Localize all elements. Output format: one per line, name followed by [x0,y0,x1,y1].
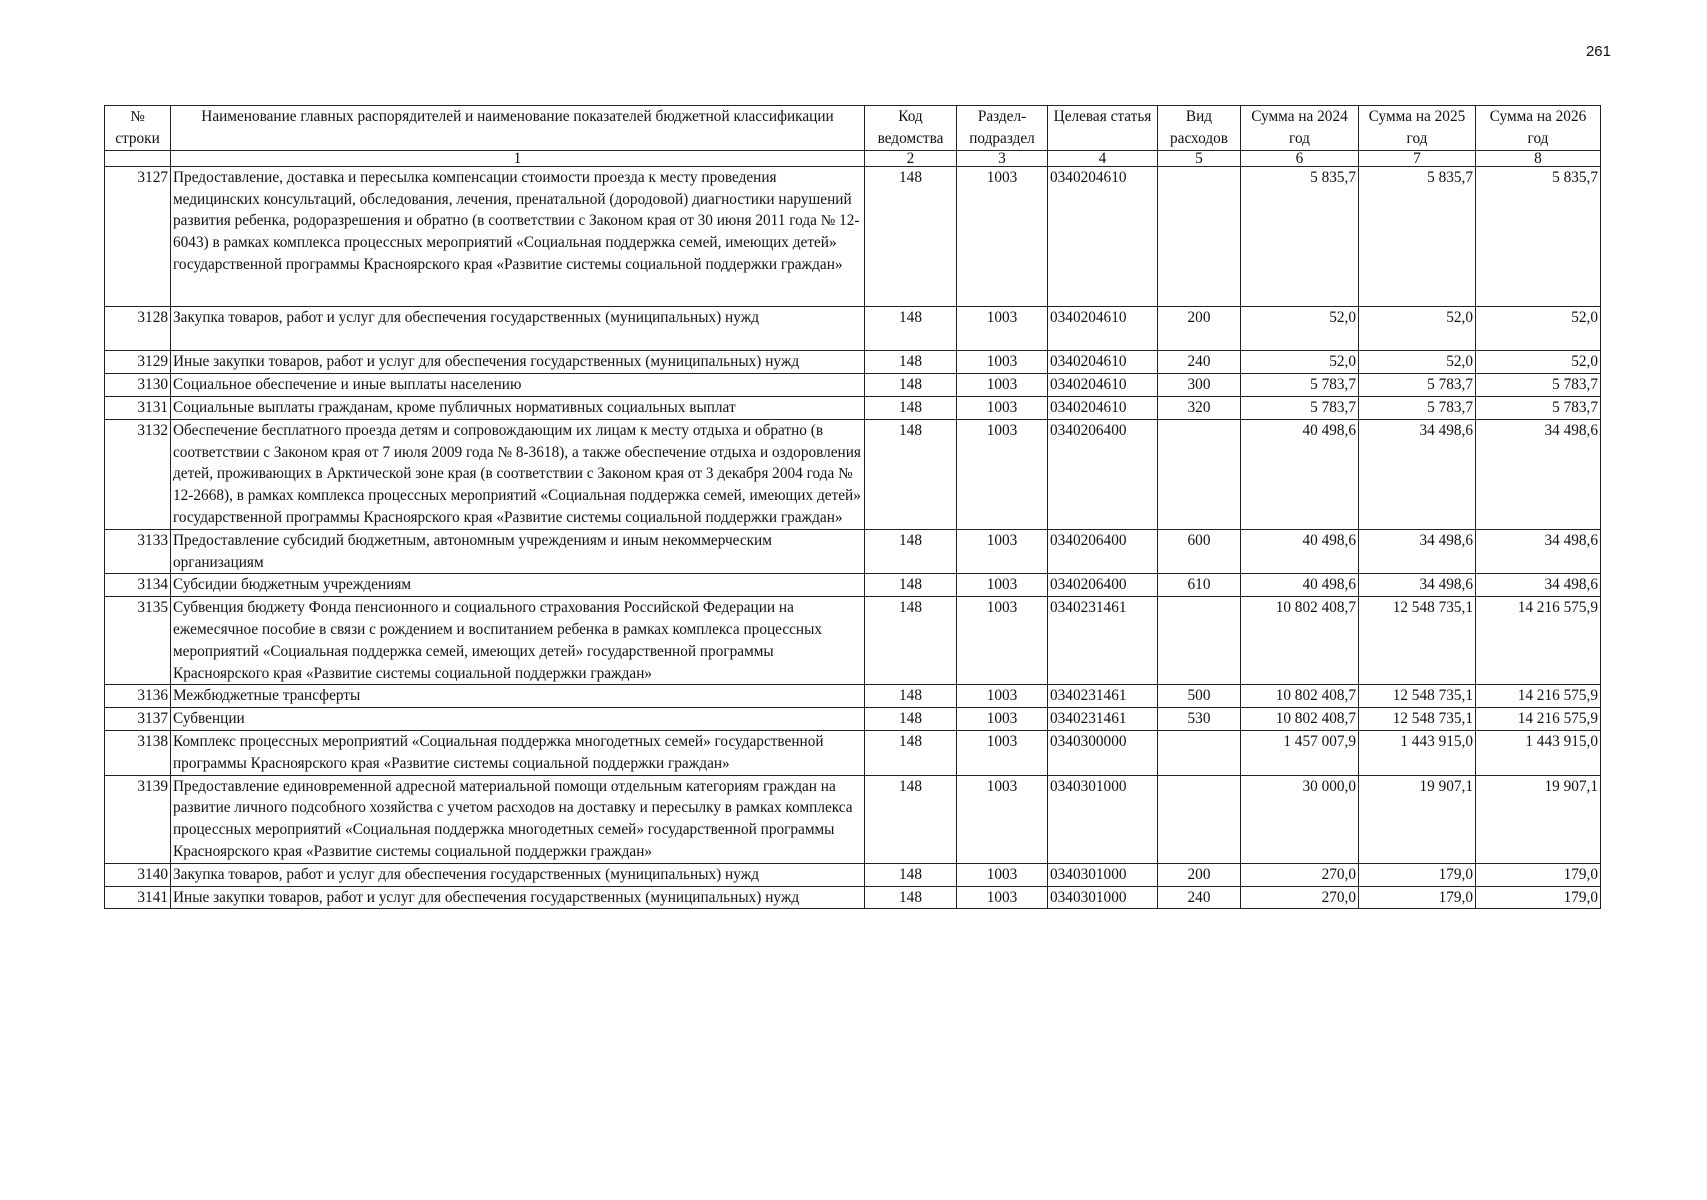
row-name: Социальное обеспечение и иные выплаты населению [171,374,865,397]
header-razdel: Раздел-подраздел [957,106,1048,151]
row-name: Закупка товаров, работ и услуг для обеспечения государственных (муниципальных) нужд [171,306,865,351]
row-sum-2025: 179,0 [1359,863,1476,886]
row-vedom-code: 148 [865,863,957,886]
row-number: 3139 [105,775,171,863]
row-sum-2024: 10 802 408,7 [1241,597,1359,685]
row-number: 3130 [105,374,171,397]
row-expense-type [1158,775,1241,863]
row-section-code: 1003 [957,351,1048,374]
row-sum-2024: 5 783,7 [1241,397,1359,420]
row-target-article: 0340231461 [1048,597,1158,685]
row-expense-type [1158,731,1241,776]
row-sum-2024: 10 802 408,7 [1241,685,1359,708]
row-name: Предоставление субсидий бюджетным, автономным учреждениям и иным некоммерческим организациям [171,529,865,574]
row-sum-2026: 34 498,6 [1476,419,1601,529]
row-sum-2025: 12 548 735,1 [1359,708,1476,731]
table-row [105,863,1601,886]
row-target-article: 0340231461 [1048,708,1158,731]
table-row [105,685,1601,708]
row-name: Обеспечение бесплатного проезда детям и сопровождающим их лицам к месту отдыха и обратно (в соответствии с Законом края от 7 июля 2009 года № 8-3618), а также обеспечение отдыха и оздоровления детей, проживающих в Арктической зоне края (в соответствии с Законом края от 3 декабря 2004 года № 12-2668), в рамках комплекса процессных мероприятий «Социальная поддержка семей, имеющих детей» государственной программы Красноярского края «Развитие системы социальной поддержки граждан» [171,419,865,529]
row-expense-type: 320 [1158,397,1241,420]
row-name: Иные закупки товаров, работ и услуг для обеспечения государственных (муниципальных) нужд [171,886,865,909]
row-expense-type: 200 [1158,863,1241,886]
header-sum2024: Сумма на 2024 год [1241,106,1359,151]
row-vedom-code: 148 [865,886,957,909]
row-target-article: 0340204610 [1048,306,1158,351]
header-sum2025: Сумма на 2025 год [1359,106,1476,151]
table-row [105,397,1601,420]
row-sum-2024: 5 783,7 [1241,374,1359,397]
row-vedom-code: 148 [865,374,957,397]
table-row [105,351,1601,374]
row-target-article: 0340204610 [1048,351,1158,374]
row-section-code: 1003 [957,397,1048,420]
row-target-article: 0340301000 [1048,775,1158,863]
column-number: 6 [1241,150,1359,166]
row-target-article: 0340206400 [1048,419,1158,529]
row-sum-2026: 5 783,7 [1476,397,1601,420]
header-vedom: Код ведомства [865,106,957,151]
row-vedom-code: 148 [865,529,957,574]
row-expense-type: 300 [1158,374,1241,397]
table-body [105,166,1601,909]
row-number: 3140 [105,863,171,886]
row-sum-2026: 179,0 [1476,886,1601,909]
row-sum-2025: 179,0 [1359,886,1476,909]
row-sum-2026: 19 907,1 [1476,775,1601,863]
row-section-code: 1003 [957,863,1048,886]
row-section-code: 1003 [957,166,1048,306]
row-target-article: 0340301000 [1048,886,1158,909]
row-vedom-code: 148 [865,731,957,776]
row-vedom-code: 148 [865,419,957,529]
row-sum-2026: 34 498,6 [1476,529,1601,574]
row-vedom-code: 148 [865,597,957,685]
column-number: 7 [1359,150,1476,166]
row-sum-2024: 52,0 [1241,306,1359,351]
row-section-code: 1003 [957,597,1048,685]
column-number: 8 [1476,150,1601,166]
row-expense-type [1158,166,1241,306]
row-section-code: 1003 [957,708,1048,731]
table-row [105,574,1601,597]
row-number: 3133 [105,529,171,574]
row-sum-2026: 14 216 575,9 [1476,597,1601,685]
table-row [105,374,1601,397]
row-target-article: 0340301000 [1048,863,1158,886]
row-sum-2025: 19 907,1 [1359,775,1476,863]
row-name: Субвенции [171,708,865,731]
row-expense-type: 500 [1158,685,1241,708]
row-number: 3129 [105,351,171,374]
row-sum-2024: 40 498,6 [1241,529,1359,574]
table-row [105,419,1601,529]
row-sum-2024: 1 457 007,9 [1241,731,1359,776]
row-sum-2025: 5 783,7 [1359,397,1476,420]
row-number: 3128 [105,306,171,351]
row-expense-type: 200 [1158,306,1241,351]
row-section-code: 1003 [957,886,1048,909]
row-sum-2025: 5 835,7 [1359,166,1476,306]
row-sum-2025: 34 498,6 [1359,529,1476,574]
table-row [105,306,1601,351]
row-vedom-code: 148 [865,397,957,420]
row-sum-2025: 5 783,7 [1359,374,1476,397]
row-section-code: 1003 [957,685,1048,708]
row-expense-type: 610 [1158,574,1241,597]
row-number: 3138 [105,731,171,776]
row-number: 3134 [105,574,171,597]
row-sum-2024: 40 498,6 [1241,574,1359,597]
page-number: 261 [1585,43,1611,60]
row-expense-type [1158,419,1241,529]
column-number: 3 [957,150,1048,166]
row-number: 3136 [105,685,171,708]
row-sum-2025: 52,0 [1359,306,1476,351]
table-row [105,886,1601,909]
row-number: 3135 [105,597,171,685]
row-section-code: 1003 [957,529,1048,574]
row-section-code: 1003 [957,419,1048,529]
row-expense-type: 240 [1158,351,1241,374]
row-sum-2024: 270,0 [1241,863,1359,886]
row-expense-type: 600 [1158,529,1241,574]
row-vedom-code: 148 [865,775,957,863]
row-name: Социальные выплаты гражданам, кроме публичных нормативных социальных выплат [171,397,865,420]
row-sum-2024: 10 802 408,7 [1241,708,1359,731]
row-number: 3137 [105,708,171,731]
row-number: 3127 [105,166,171,306]
row-sum-2025: 12 548 735,1 [1359,685,1476,708]
header-num: № строки [105,106,171,151]
row-sum-2025: 34 498,6 [1359,419,1476,529]
table-row [105,731,1601,776]
row-target-article: 0340231461 [1048,685,1158,708]
row-target-article: 0340204610 [1048,374,1158,397]
column-number: 2 [865,150,957,166]
table-row [105,775,1601,863]
row-vedom-code: 148 [865,351,957,374]
row-sum-2025: 12 548 735,1 [1359,597,1476,685]
row-name: Комплекс процессных мероприятий «Социальная поддержка многодетных семей» государственной программы Красноярского края «Развитие системы социальной поддержки граждан» [171,731,865,776]
row-target-article: 0340206400 [1048,574,1158,597]
column-number: 5 [1158,150,1241,166]
row-vedom-code: 148 [865,574,957,597]
header-vid: Вид расходов [1158,106,1241,151]
row-target-article: 0340206400 [1048,529,1158,574]
header-sum2026: Сумма на 2026 год [1476,106,1601,151]
budget-table [104,105,1601,909]
row-sum-2026: 5 835,7 [1476,166,1601,306]
row-expense-type [1158,597,1241,685]
row-section-code: 1003 [957,306,1048,351]
row-sum-2025: 52,0 [1359,351,1476,374]
row-name: Субвенция бюджету Фонда пенсионного и социального страхования Российской Федерации на ежемесячное пособие в связи с рождением и воспитанием ребенка в рамках комплекса процессных мероприятий «Социальная поддержка семей, имеющих детей» государственной программы Красноярского края «Развитие системы социальной поддержки граждан» [171,597,865,685]
row-sum-2024: 5 835,7 [1241,166,1359,306]
row-section-code: 1003 [957,731,1048,776]
row-vedom-code: 148 [865,306,957,351]
column-number: 1 [171,150,865,166]
row-sum-2025: 1 443 915,0 [1359,731,1476,776]
row-section-code: 1003 [957,775,1048,863]
row-name: Закупка товаров, работ и услуг для обеспечения государственных (муниципальных) нужд [171,863,865,886]
column-number: 4 [1048,150,1158,166]
row-sum-2024: 52,0 [1241,351,1359,374]
row-vedom-code: 148 [865,708,957,731]
row-target-article: 0340204610 [1048,397,1158,420]
row-target-article: 0340300000 [1048,731,1158,776]
column-numbers-row [105,150,1601,166]
row-sum-2026: 34 498,6 [1476,574,1601,597]
row-section-code: 1003 [957,574,1048,597]
table-row [105,166,1601,306]
row-name: Предоставление, доставка и пересылка компенсации стоимости проезда к месту проведения медицинских консультаций, обследования, лечения, пренатальной (дородовой) диагностики нарушений развития ребенка, родоразрешения и обратно (в соответствии с Законом края от 30 июня 2011 года № 12-6043) в рамках комплекса процессных мероприятий «Социальная поддержка семей, имеющих детей» государственной программы Красноярского края «Развитие системы социальной поддержки граждан» [171,166,865,306]
row-vedom-code: 148 [865,166,957,306]
row-name: Иные закупки товаров, работ и услуг для обеспечения государственных (муниципальных) нужд [171,351,865,374]
header-row [105,106,1601,151]
table-row [105,529,1601,574]
row-sum-2026: 14 216 575,9 [1476,708,1601,731]
row-name: Субсидии бюджетным учреждениям [171,574,865,597]
row-sum-2026: 52,0 [1476,306,1601,351]
row-sum-2026: 1 443 915,0 [1476,731,1601,776]
row-number: 3141 [105,886,171,909]
header-statya: Целевая статья [1048,106,1158,151]
row-sum-2026: 5 783,7 [1476,374,1601,397]
header-name: Наименование главных распорядителей и наименование показателей бюджетной классификации [171,106,865,151]
row-expense-type: 240 [1158,886,1241,909]
row-sum-2026: 14 216 575,9 [1476,685,1601,708]
row-number: 3132 [105,419,171,529]
row-expense-type: 530 [1158,708,1241,731]
table-row [105,708,1601,731]
row-name: Предоставление единовременной адресной материальной помощи отдельным категориям граждан на развитие личного подсобного хозяйства с учетом расходов на доставку и пересылку в рамках комплекса процессных мероприятий «Социальная поддержка многодетных семей» государственной программы Красноярского края «Развитие системы социальной поддержки граждан» [171,775,865,863]
table-row [105,597,1601,685]
row-sum-2026: 179,0 [1476,863,1601,886]
table-header [105,106,1601,167]
column-number [105,150,171,166]
row-sum-2024: 270,0 [1241,886,1359,909]
row-sum-2026: 52,0 [1476,351,1601,374]
row-target-article: 0340204610 [1048,166,1158,306]
row-section-code: 1003 [957,374,1048,397]
row-sum-2024: 30 000,0 [1241,775,1359,863]
row-name: Межбюджетные трансферты [171,685,865,708]
row-vedom-code: 148 [865,685,957,708]
row-sum-2025: 34 498,6 [1359,574,1476,597]
row-sum-2024: 40 498,6 [1241,419,1359,529]
row-number: 3131 [105,397,171,420]
